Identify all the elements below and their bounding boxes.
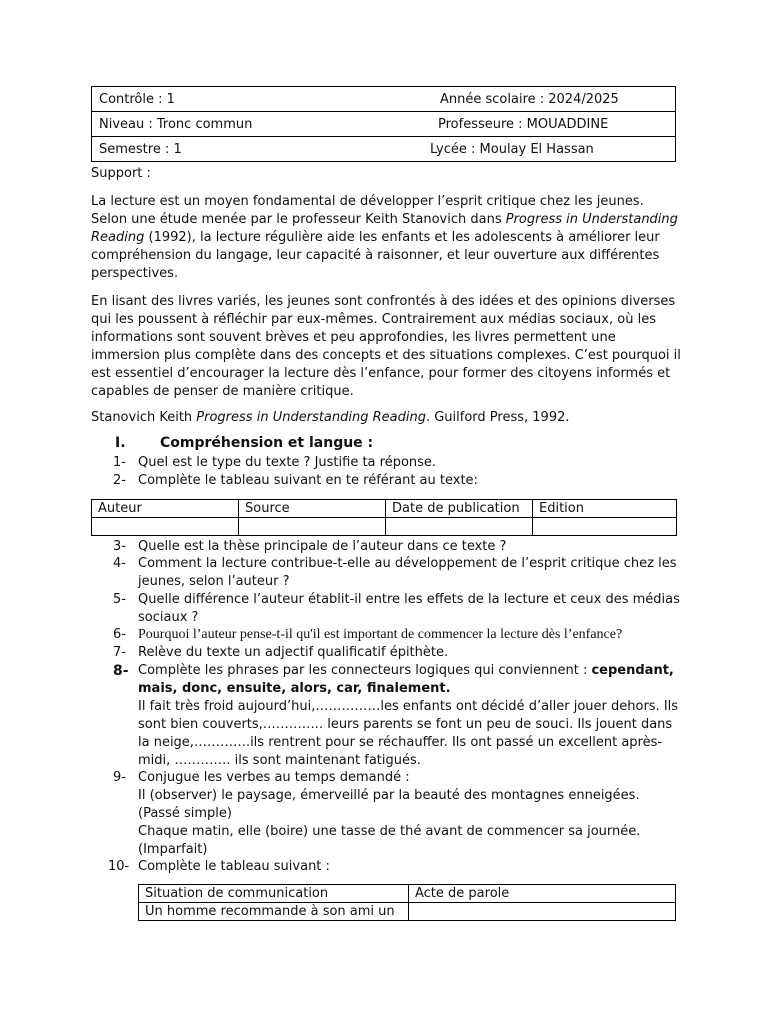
question-text: Quelle est la thèse principale de l’auteur dans ce texte ? (138, 539, 507, 554)
col-acte: Acte de parole (409, 885, 676, 903)
question-number: 7- (113, 645, 126, 660)
question-number: 5- (113, 592, 126, 607)
niveau-cell: Niveau : Tronc commun (92, 112, 427, 137)
answer-cell-date[interactable] (386, 518, 533, 536)
ref-title: Progress in Understanding Reading (196, 410, 426, 425)
support-reference (91, 409, 681, 427)
p1-text-a: La lecture est un moyen fondamental de développer l’esprit critique chez les jeunes. Selon une étude menée par le professeur Keith Stanovich dans (91, 194, 644, 227)
question-3 (113, 538, 683, 556)
question-number: 1- (113, 455, 126, 470)
section-number: I. (115, 435, 126, 451)
q8-exercise-text: Il fait très froid aujourd’hui,……………les enfants ont décidé d’aller jouer dehors. Ils sont bien couverts,………….. leurs parents se font un peu de souci. Ils jouent dans la neige,………….ils rentrent pour se réchauffer. Ils ont passé un excellent après-midi, …………. ils sont maintenant fatigués. (138, 699, 679, 768)
annee-text: Année scolaire : 2024/2025 (440, 91, 619, 107)
controle-cell: Contrôle : 1 (92, 87, 427, 112)
col-edition: Edition (533, 500, 677, 518)
question-text: Quel est le type du texte ? Justifie ta réponse. (138, 455, 437, 470)
support-paragraph-1 (91, 193, 681, 283)
question-number: 6- (113, 627, 126, 642)
q8-instruction: Complète les phrases par les connecteurs logiques qui conviennent : (138, 663, 592, 678)
question-1 (113, 454, 683, 472)
col-source: Source (239, 500, 386, 518)
question-text: Complète le tableau suivant en te référant au texte: (138, 473, 478, 488)
question-text: Quelle différence l’auteur établit-il entre les effets de la lecture et ceux des médias sociaux ? (138, 592, 680, 625)
header-table (91, 86, 676, 162)
lycee-text: Lycée : Moulay El Hassan (430, 141, 594, 157)
question-10 (108, 858, 678, 876)
question-text: Relève du texte un adjectif qualificatif épithète. (138, 645, 449, 660)
question-number: 4- (113, 556, 126, 571)
annee-cell (426, 87, 676, 112)
question-2 (113, 472, 683, 490)
question-text: Pourquoi l’auteur pense-t-il qu'il est important de commencer la lecture dès l’enfance? (138, 627, 623, 642)
support-paragraph-2: En lisant des livres variés, les jeunes sont confrontés à des idées et des opinions diverses qui les poussent à réfléchir par eux-mêmes. Contrairement aux médias sociaux, où les informations sont souvent brèves et peu approfondies, les livres permettent une immersion plus complète dans des concepts et des situations complexes. C’est pourquoi il est essentiel d’encourager la lecture dès l’enfance, pour former des citoyens informés et capables de penser de manière critique. (91, 294, 681, 399)
source-table (91, 499, 677, 536)
lycee-cell (426, 137, 676, 162)
q9-sentence-2: Chaque matin, elle (boire) une tasse de thé avant de commencer sa journée. (Imparfait) (138, 824, 641, 857)
p1-text-b: (1992), la lecture régulière aide les enfants et les adolescents à améliorer leur compréhension du langage, leur capacité à raisonner, et leur ouverture aux différentes perspectives. (91, 230, 660, 281)
question-text (138, 662, 683, 698)
question-number: 10- (108, 859, 130, 874)
answer-cell-source[interactable] (239, 518, 386, 536)
section-heading (115, 435, 373, 451)
q9-sentence-1: Il (observer) le paysage, émerveillé par la beauté des montagnes enneigées. (Passé simple) (138, 788, 640, 821)
answer-cell-auteur[interactable] (92, 518, 239, 536)
ref-publisher: . Guilford Press, 1992. (425, 410, 570, 425)
support-label: Support : (91, 166, 151, 181)
col-date: Date de publication (386, 500, 533, 518)
question-number: 8- (113, 663, 129, 679)
p1-book-title: Progress in Understanding Reading (91, 212, 678, 245)
question-4 (113, 555, 683, 591)
question-7 (113, 644, 683, 662)
professeur-text: Professeure : MOUADDINE (438, 116, 609, 132)
question-number: 2- (113, 473, 126, 488)
answer-cell-edition[interactable] (533, 518, 677, 536)
question-8 (113, 662, 683, 770)
situation-cell: Un homme recommande à son ami un (139, 903, 409, 921)
ref-author: Stanovich Keith (91, 410, 197, 425)
professeur-cell (426, 112, 676, 137)
question-6 (113, 626, 683, 644)
question-text: Comment la lecture contribue-t-elle au développement de l’esprit critique chez les jeunes, selon l’auteur ? (138, 556, 677, 589)
answer-cell-acte[interactable] (409, 903, 676, 921)
col-situation: Situation de communication (139, 885, 409, 903)
semestre-cell: Semestre : 1 (92, 137, 427, 162)
section-title: Compréhension et langue : (160, 435, 374, 451)
question-text: Conjugue les verbes au temps demandé : (138, 770, 410, 785)
question-5 (113, 591, 683, 627)
question-9 (113, 769, 683, 859)
question-text: Complète le tableau suivant : (138, 859, 330, 874)
col-auteur: Auteur (92, 500, 239, 518)
communication-table (138, 884, 676, 921)
question-number: 9- (113, 770, 126, 785)
question-number: 3- (113, 539, 126, 554)
q8-connectors: cependant, mais, donc, ensuite, alors, car, finalement. (138, 663, 674, 696)
